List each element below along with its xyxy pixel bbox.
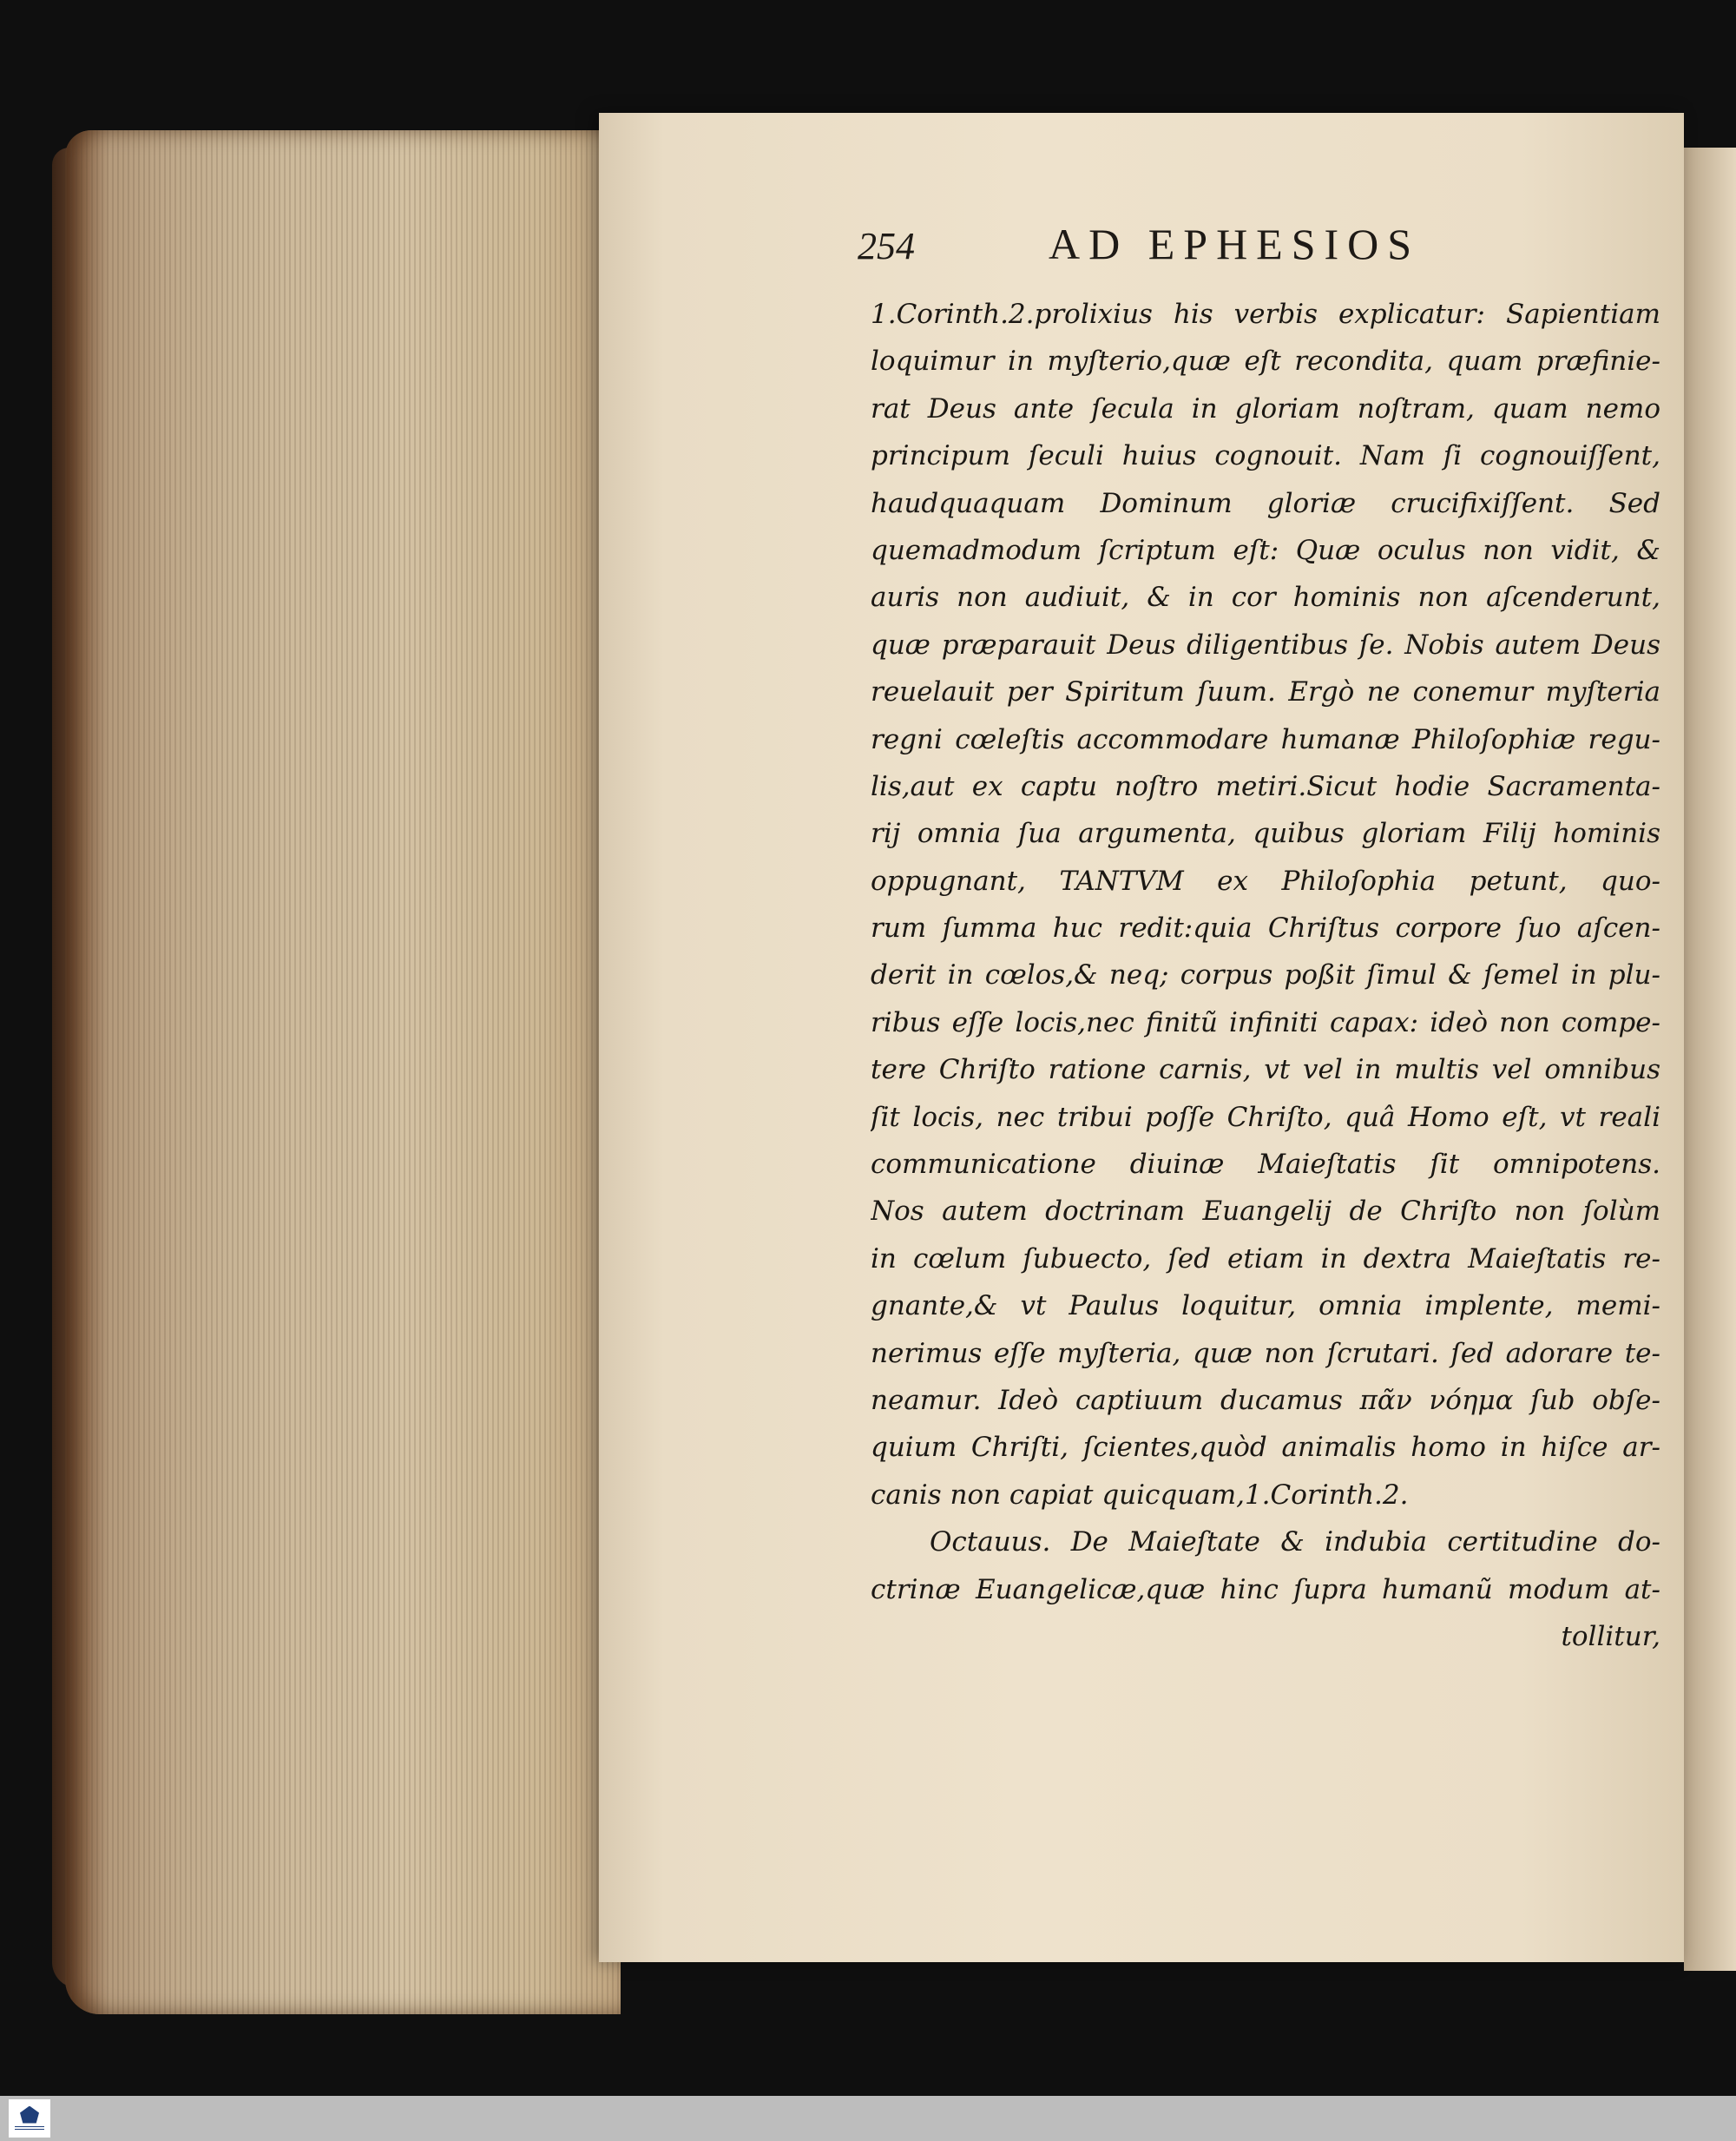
text-line: ctrinæ Euangelicæ,quæ hinc ſupra humanũ modum at- [871, 1573, 1660, 1605]
text-line: tere Chriſto ratione carnis, vt vel in multis vel omnibus [871, 1054, 1660, 1086]
text-line: in cœlum ſubuecto, ſed etiam in dextra Maieſtatis re- [871, 1242, 1660, 1275]
text-line: rat Deus ante ſecula in gloriam noſtram, quam nemo [871, 392, 1660, 425]
text-line: canis non capiat quicquam,1.Corinth.2. [871, 1479, 1409, 1511]
text-line: quæ præparauit Deus diligentibus ſe. Nobis autem Deus [871, 629, 1660, 661]
text-line: haudquaquam Dominum gloriæ crucifixiſſent. Sed [871, 487, 1660, 519]
page-number: 254 [858, 225, 915, 267]
text-line: rum ſumma huc redit:quia Chriſtus corpore ſuo aſcen- [871, 912, 1660, 945]
text-line: lis,aut ex captu noſtro metiri.Sicut hodie Sacramenta- [871, 770, 1660, 802]
library-logo [9, 2099, 50, 2138]
logo-emblem [20, 2106, 39, 2124]
text-line: regni cœleſtis accommodare humanæ Philoſophiæ regu- [871, 723, 1660, 755]
text-line: principum ſeculi huius cognouit. Nam ſi cognouiſſent, [871, 440, 1660, 472]
text-line: ribus eſſe locis,nec finitũ infiniti capax: ideò non compe- [871, 1006, 1660, 1038]
page-stack-edge [65, 130, 621, 2014]
text-line: gnante,& vt Paulus loquitur, omnia implente, memi- [871, 1290, 1660, 1322]
text-line: quemadmodum ſcriptum eſt: Quæ oculus non vidit, & [871, 534, 1660, 566]
text-line: oppugnant, TANTVM ex Philoſophia petunt, quo- [871, 865, 1660, 897]
viewer-bottom-bar [0, 2096, 1736, 2141]
text-line: quium Chriſti, ſcientes,quòd animalis homo in hiſce ar- [871, 1432, 1660, 1464]
text-line: nerimus eſſe myſteria, quæ non ſcrutari. ſed adorare te- [871, 1337, 1660, 1369]
running-head [858, 219, 1517, 271]
facing-page-edge [1684, 148, 1736, 1971]
text-line: loquimur in myſterio,quæ eſt recondita, quam præfinie- [871, 346, 1660, 378]
text-line: ſit locis, nec tribui poſſe Chriſto, quâ Homo eſt, vt reali [871, 1101, 1660, 1133]
text-line: derit in cœlos,& neq; corpus poßit ſimul & ſemel in plu- [871, 959, 1660, 991]
text-line: reuelauit per Spiritum ſuum. Ergò ne conemur myſteria [871, 676, 1660, 708]
paragraph-start-line: Octauus. De Maieſtate & indubia certitudine do- [930, 1526, 1660, 1558]
catchword: tollitur, [1561, 1620, 1660, 1652]
text-line: auris non audiuit, & in cor hominis non aſcenderunt, [871, 582, 1660, 614]
text-line: Nos autem doctrinam Euangelij de Chriſto non ſolùm [871, 1196, 1660, 1228]
text-line: rij omnia ſua argumenta, quibus gloriam Filij hominis [871, 818, 1660, 850]
text-line: communicatione diuinæ Maieſtatis ſit omnipotens. [871, 1149, 1660, 1181]
running-title: AD EPHESIOS [1049, 220, 1421, 268]
body-text [871, 291, 1660, 1660]
logo-text-lines [15, 2126, 44, 2131]
text-line: 1.Corinth.2.prolixius his verbis explicatur: Sapientiam [871, 299, 1660, 330]
text-line: neamur. Ideò captiuum ducamus πᾶν νόημα ſub obſe- [871, 1384, 1660, 1416]
